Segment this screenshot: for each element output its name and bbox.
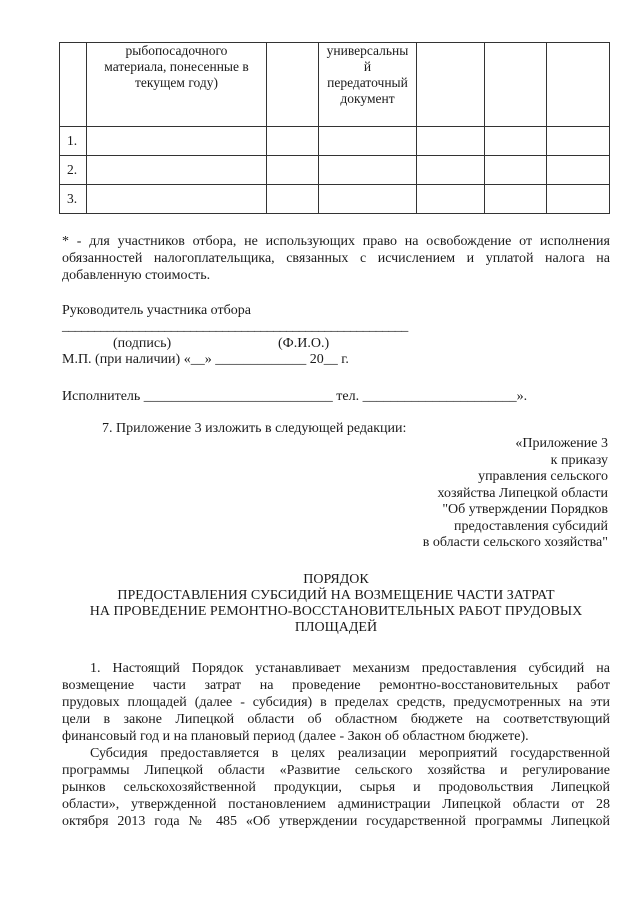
table-row [60, 185, 610, 214]
table-cell [319, 185, 417, 214]
table-cell [417, 156, 485, 185]
table-cell [267, 185, 319, 214]
table-cell [417, 43, 485, 127]
table-cell [87, 185, 267, 214]
table-cell [547, 43, 610, 127]
table-cell [87, 156, 267, 185]
table-cell [267, 127, 319, 156]
table-header-cell [87, 43, 267, 127]
paragraph-line: цели в законе Липецкой области об областном бюджете на соответствующий [62, 712, 610, 727]
appendix-header [423, 436, 608, 552]
table-cell [485, 156, 547, 185]
paragraph-line: программы Липецкой области «Развитие сельского хозяйства и регулирование [62, 763, 610, 778]
appendix-line: в области сельского хозяйства" [422, 535, 608, 550]
table-cell [547, 127, 610, 156]
header-text-line: материала, понесенные в [104, 59, 249, 74]
paragraph-line: 1. Настоящий Порядок устанавливает механизм предоставления субсидий на [90, 661, 610, 676]
paragraph-line: рынков сельскохозяйственной продукции, сырья и продовольствия Липецкой [62, 780, 610, 795]
title-line: ПЛОЩАДЕЙ [294, 620, 378, 635]
table-row [60, 127, 610, 156]
table-cell [417, 185, 485, 214]
row-number: 1. [60, 127, 87, 156]
document-title [62, 572, 610, 636]
paragraph-line: финансовый год и на плановый период (далее - Закон об областном бюджете). [62, 729, 529, 744]
appendix-line: к приказу [550, 452, 608, 468]
table-cell [417, 127, 485, 156]
paragraph-line: октября 2013 года № 485 «Об утверждении государственной программы Липецкой [62, 814, 610, 829]
sign-caption: (подпись) [113, 336, 172, 351]
title-line: ПРЕДОСТАВЛЕНИЯ СУБСИДИЙ НА ВОЗМЕЩЕНИЕ ЧАСТИ ЗАТРАТ [117, 588, 555, 603]
title-line: НА ПРОВЕДЕНИЕ РЕМОНТНО-ВОССТАНОВИТЕЛЬНЫХ РАБОТ ПРУДОВЫХ [89, 604, 583, 619]
table-cell [547, 156, 610, 185]
appendix-line: управления сельского [478, 469, 608, 484]
appendix-line: хозяйства Липецкой области [437, 485, 608, 501]
header-text-line: передаточный [327, 75, 408, 90]
table-cell [319, 156, 417, 185]
head-label: Руководитель участника отбора [62, 303, 251, 318]
table-cell [485, 43, 547, 127]
footnote-line: добавленную стоимость. [62, 268, 211, 283]
stamp-line: М.П. (при наличии) «__» _____________ 20__ г. [62, 352, 349, 367]
table-header-cell [319, 43, 417, 127]
signature-line: ______________________________________________________ [62, 319, 408, 334]
appendix-line: «Приложение 3 [515, 436, 608, 451]
header-text-line: рыбопосадочного [125, 43, 228, 58]
table-cell [60, 43, 87, 127]
table-cell [547, 185, 610, 214]
executor-line: Исполнитель ___________________________ тел. ______________________». [62, 389, 528, 404]
table-cell [485, 185, 547, 214]
paragraph-line: области», утвержденной постановлением администрации Липецкой области от 28 [62, 797, 610, 812]
table-cell [267, 43, 319, 127]
title-line: ПОРЯДОК [303, 572, 369, 587]
paragraph-line: возмещение части затрат на проведение ремонтно-восстановительных работ [62, 678, 610, 693]
item-7: 7. Приложение 3 изложить в следующей редакции: [102, 421, 407, 436]
header-text-line: текущем году) [135, 75, 218, 90]
header-text-line: универсальны [326, 43, 409, 58]
table-cell [267, 156, 319, 185]
table-cell [319, 127, 417, 156]
footnote-line: * - для участников отбора, не использующих право на освобождение от исполнения [62, 234, 610, 249]
table-cell [485, 127, 547, 156]
table-row [60, 156, 610, 185]
paragraph-2 [62, 745, 610, 830]
table-header-row [60, 43, 610, 127]
row-number: 3. [60, 185, 87, 214]
paragraph-line: прудовых площадей (далее - субсидия) в пределах средств, предусмотренных на эти [62, 695, 610, 710]
row-number: 2. [60, 156, 87, 185]
fio-caption: (Ф.И.О.) [278, 336, 330, 351]
appendix-line: "Об утверждении Порядков [442, 502, 608, 517]
expenses-table [59, 42, 610, 214]
footnote [62, 233, 610, 284]
paragraph-line: Субсидия предоставляется в целях реализации мероприятий государственной [90, 746, 610, 761]
table-cell [87, 127, 267, 156]
header-text-line: й [363, 59, 372, 74]
appendix-line: предоставления субсидий [453, 518, 608, 534]
paragraph-1 [62, 660, 610, 745]
footnote-line: обязанностей налогоплательщика, связанных с исчислением и уплатой налога на [62, 251, 610, 266]
header-text-line: документ [340, 91, 395, 106]
